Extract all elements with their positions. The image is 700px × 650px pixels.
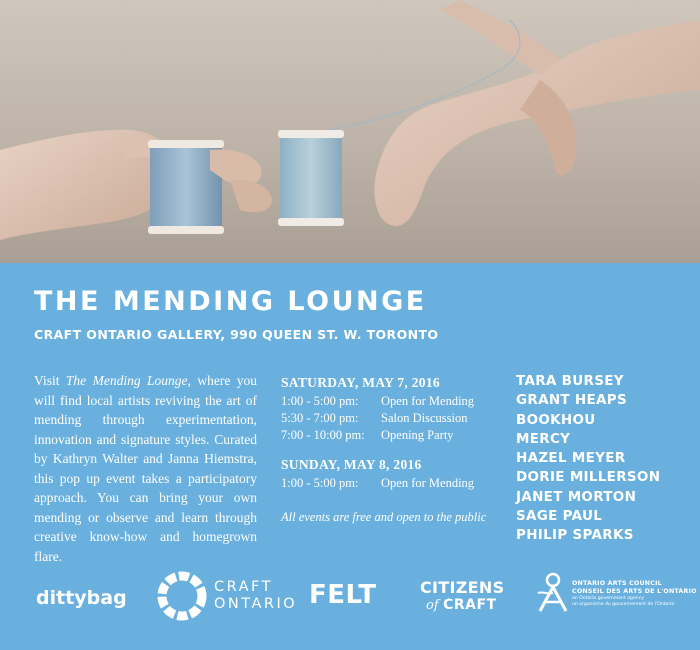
day-heading: SUNDAY, MAY 8, 2016 bbox=[281, 457, 422, 472]
schedule-row bbox=[281, 410, 496, 427]
artist-name: DORIE MILLERSON bbox=[516, 469, 661, 486]
felt-logo: FELT bbox=[309, 580, 377, 610]
craft-logo-line2: ONTARIO bbox=[214, 596, 298, 612]
event-schedule bbox=[281, 374, 496, 525]
schedule-activity: Open for Mending bbox=[381, 394, 475, 408]
oac-agency-fr: un organisme du gouvernement de l'Ontario bbox=[572, 602, 675, 607]
craft-ontario-ring-icon bbox=[157, 571, 207, 621]
artist-name: GRANT HEAPS bbox=[516, 392, 628, 409]
artist-name: HAZEL MEYER bbox=[516, 450, 626, 467]
day-heading: SATURDAY, MAY 7, 2016 bbox=[281, 375, 440, 390]
citizens-logo-line2 bbox=[420, 597, 504, 614]
hero-photo bbox=[0, 0, 700, 263]
event-location: CRAFT ONTARIO GALLERY, 990 QUEEN ST. W. TORONTO bbox=[34, 327, 439, 342]
artist-name: JANET MORTON bbox=[516, 488, 637, 505]
schedule-row bbox=[281, 393, 496, 410]
schedule-day-saturday bbox=[281, 374, 496, 444]
event-description bbox=[34, 371, 257, 566]
ontario-arts-council-icon bbox=[536, 571, 570, 613]
schedule-time: 7:00 - 10:00 pm: bbox=[281, 428, 365, 442]
dittybag-logo: dittybag bbox=[36, 587, 127, 609]
citizens-logo-line1: CITIZENS bbox=[420, 578, 505, 597]
artist-name: MERCY bbox=[516, 430, 571, 447]
artist-name: TARA BURSEY bbox=[516, 373, 624, 389]
free-events-note: All events are free and open to the public bbox=[281, 510, 487, 524]
description-intro: Visit bbox=[34, 373, 66, 388]
schedule-row bbox=[281, 475, 496, 492]
citizens-logo-craft: CRAFT bbox=[443, 597, 497, 613]
description-body: , where you will find local artists reviving the art of mending through experimentation, innovation and signature styles. Curated by Kathryn Walter and Janna Hiemstra, this pop up event takes a participatory approach. You can bring your own mending or observe and learn through creative know-how and homegrown flare. bbox=[34, 373, 257, 564]
craft-logo-line1: CRAFT bbox=[214, 579, 273, 595]
oac-agency-en: an Ontario government agency bbox=[572, 596, 644, 601]
oac-name-fr: CONSEIL DES ARTS DE L'ONTARIO bbox=[572, 588, 697, 595]
event-title: THE MENDING LOUNGE bbox=[34, 286, 427, 317]
schedule-time: 1:00 - 5:00 pm: bbox=[281, 394, 359, 408]
schedule-row bbox=[281, 427, 496, 444]
ontario-arts-council-logo bbox=[572, 580, 697, 608]
hands-with-spools-illustration bbox=[0, 0, 700, 263]
schedule-activity: Opening Party bbox=[381, 428, 454, 442]
craft-ontario-logo bbox=[214, 579, 297, 613]
artist-name: SAGE PAUL bbox=[516, 508, 603, 525]
description-title-italic: The Mending Lounge bbox=[65, 373, 188, 388]
citizens-of-craft-logo bbox=[420, 579, 504, 614]
artist-name: BOOKHOU bbox=[516, 411, 596, 428]
schedule-time: 5:30 - 7:00 pm: bbox=[281, 411, 359, 425]
schedule-time: 1:00 - 5:00 pm: bbox=[281, 476, 359, 490]
schedule-activity: Salon Discussion bbox=[381, 411, 468, 425]
oac-name-en: ONTARIO ARTS COUNCIL bbox=[572, 580, 662, 587]
schedule-activity: Open for Mending bbox=[381, 476, 475, 490]
citizens-logo-of: of bbox=[426, 598, 439, 613]
sponsor-logos bbox=[0, 565, 700, 635]
schedule-day-sunday bbox=[281, 456, 496, 492]
artist-name: PHILIP SPARKS bbox=[516, 527, 634, 544]
artist-list bbox=[516, 372, 660, 546]
